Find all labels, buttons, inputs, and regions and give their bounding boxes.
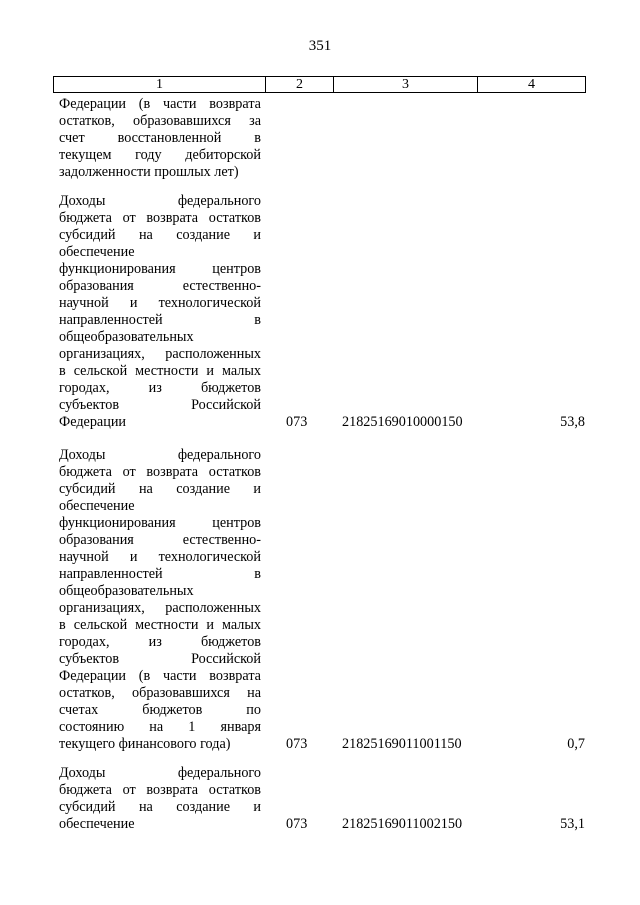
description-line: научной и технологической bbox=[59, 295, 261, 311]
description-line: в сельской местности и малых bbox=[59, 617, 261, 633]
row-description bbox=[59, 765, 261, 833]
table-header-row bbox=[53, 76, 586, 93]
description-line: остатков, образовавшихся за bbox=[59, 113, 261, 129]
admin-code: 073 bbox=[286, 414, 308, 430]
description-line: бюджета от возврата остатков bbox=[59, 464, 261, 480]
description-line: Федерации bbox=[59, 414, 127, 430]
description-line: счетах бюджетов по bbox=[59, 702, 261, 718]
description-line: обеспечение bbox=[59, 816, 135, 832]
description-line: направленностей в bbox=[59, 566, 261, 582]
description-line: общеобразовательных bbox=[59, 329, 194, 345]
row-description bbox=[59, 96, 261, 181]
description-line: направленностей в bbox=[59, 312, 261, 328]
description-line: образования естественно- bbox=[59, 278, 261, 294]
description-line: субсидий на создание и bbox=[59, 227, 261, 243]
description-line: субсидий на создание и bbox=[59, 481, 261, 497]
description-line: Федерации (в части возврата bbox=[59, 96, 261, 112]
description-line: Доходы федерального bbox=[59, 447, 261, 463]
page-number: 351 bbox=[308, 38, 332, 54]
budget-classification-code: 21825169011002150 bbox=[342, 816, 463, 832]
amount-value: 53,1 bbox=[560, 816, 585, 832]
column-header-3: 3 bbox=[334, 77, 478, 92]
row-description bbox=[59, 447, 261, 753]
description-line: текущего финансового года) bbox=[59, 736, 231, 752]
admin-code: 073 bbox=[286, 816, 308, 832]
description-line: в сельской местности и малых bbox=[59, 363, 261, 379]
description-line: субъектов Российской bbox=[59, 651, 261, 667]
description-line: состоянию на 1 января bbox=[59, 719, 261, 735]
amount-value: 53,8 bbox=[560, 414, 585, 430]
budget-classification-code: 21825169010000150 bbox=[342, 414, 463, 430]
description-line: научной и технологической bbox=[59, 549, 261, 565]
description-line: городах, из бюджетов bbox=[59, 634, 261, 650]
description-line: организациях, расположенных bbox=[59, 346, 261, 362]
description-line: бюджета от возврата остатков bbox=[59, 210, 261, 226]
description-line: текущем году дебиторской bbox=[59, 147, 261, 163]
row-description bbox=[59, 193, 261, 431]
column-header-2: 2 bbox=[266, 77, 334, 92]
description-line: субъектов Российской bbox=[59, 397, 261, 413]
description-line: Доходы федерального bbox=[59, 765, 261, 781]
description-line: бюджета от возврата остатков bbox=[59, 782, 261, 798]
description-line: остатков, образовавшихся на bbox=[59, 685, 261, 701]
description-line: обеспечение bbox=[59, 498, 135, 514]
description-line: счет восстановленной в bbox=[59, 130, 261, 146]
description-line: городах, из бюджетов bbox=[59, 380, 261, 396]
column-header-4: 4 bbox=[528, 77, 535, 92]
description-line: функционирования центров bbox=[59, 261, 261, 277]
description-line: функционирования центров bbox=[59, 515, 261, 531]
admin-code: 073 bbox=[286, 736, 308, 752]
description-line: Федерации (в части возврата bbox=[59, 668, 261, 684]
description-line: Доходы федерального bbox=[59, 193, 261, 209]
description-line: образования естественно- bbox=[59, 532, 261, 548]
description-line: организациях, расположенных bbox=[59, 600, 261, 616]
description-line: обеспечение bbox=[59, 244, 135, 260]
budget-classification-code: 21825169011001150 bbox=[342, 736, 462, 752]
amount-value: 0,7 bbox=[567, 736, 585, 752]
column-header-1: 1 bbox=[54, 77, 266, 92]
description-line: общеобразовательных bbox=[59, 583, 194, 599]
description-line: задолженности прошлых лет) bbox=[59, 164, 239, 180]
description-line: субсидий на создание и bbox=[59, 799, 261, 815]
